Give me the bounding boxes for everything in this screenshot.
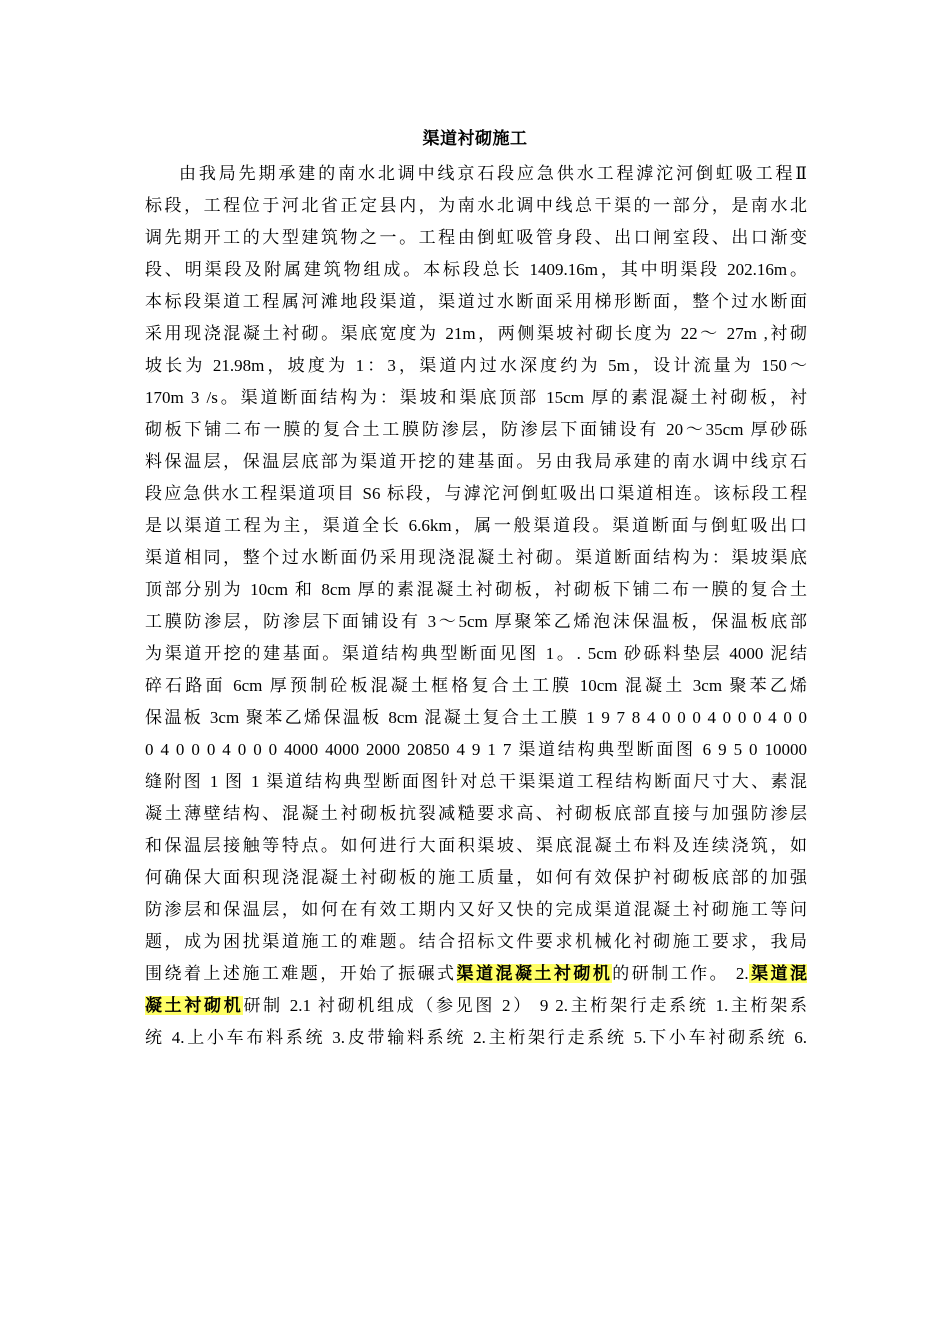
- document-body: [145, 158, 807, 1054]
- body-line: 170m 3 /s。渠道断面结构为：渠坡和渠底顶部 15cm 厚的素混凝土衬砌板，衬: [145, 388, 807, 407]
- body-text-segment: 围绕着上述施工难题，开始了振碾式: [145, 964, 457, 983]
- body-line: 何确保大面积现浇混凝土衬砌板的施工质量，如何有效保护衬砌板底部的加强: [145, 868, 807, 887]
- body-line: 凝土薄壁结构、混凝土衬砌板抗裂减糙要求高、衬砌板底部直接与加强防渗层: [145, 804, 807, 823]
- body-line: 砌板下铺二布一膜的复合土工膜防渗层，防渗层下面铺设有 20～35cm 厚砂砾: [145, 420, 807, 439]
- body-line: 料保温层，保温层底部为渠道开挖的建基面。另由我局承建的南水调中线京石: [145, 452, 807, 471]
- body-line: 缝附图 1 图 1 渠道结构典型断面图针对总干渠渠道工程结构断面尺寸大、素混: [145, 772, 807, 791]
- body-line: [145, 990, 807, 1022]
- body-line: 保温板 3cm 聚苯乙烯保温板 8cm 混凝土复合土工膜 1 9 7 8 4 0 0 0 4 0 0 0 4 0 0: [145, 708, 807, 727]
- body-line: 和保温层接触等特点。如何进行大面积渠坡、渠底混凝土布料及连续浇筑，如: [145, 836, 807, 855]
- body-line: 调先期开工的大型建筑物之一。工程由倒虹吸管身段、出口闸室段、出口渐变: [145, 228, 807, 247]
- highlighted-term: 渠道混凝土衬砌机: [456, 964, 613, 983]
- body-text-segment: 研制 2.1 衬砌机组成（参见图 2） 9 2.主桁架行走系统 1.主桁架系: [243, 996, 807, 1015]
- body-line: 段、明渠段及附属建筑物组成。本标段总长 1409.16m，其中明渠段 202.16m。: [145, 260, 807, 279]
- body-line: 标段，工程位于河北省正定县内，为南水北调中线总干渠的一部分，是南水北: [145, 196, 807, 215]
- body-line: 段应急供水工程渠道项目 S6 标段，与滹沱河倒虹吸出口渠道相连。该标段工程: [145, 484, 807, 503]
- body-line: 碎石路面 6cm 厚预制砼板混凝土框格复合土工膜 10cm 混凝土 3cm 聚苯乙烯: [145, 676, 807, 695]
- body-text-segment: 的研制工作。 2.: [612, 964, 749, 983]
- body-line: 工膜防渗层，防渗层下面铺设有 3～5cm 厚聚笨乙烯泡沫保温板，保温板底部: [145, 612, 807, 631]
- body-line: 渠道相同，整个过水断面仍采用现浇混凝土衬砌。渠道断面结构为：渠坡渠底: [145, 548, 807, 567]
- body-line: 0 4 0 0 0 4 0 0 0 4000 4000 2000 20850 4 9 1 7 渠道结构典型断面图 6 9 5 0 10000: [145, 740, 807, 759]
- body-line: 统 4.上小车布料系统 3.皮带输料系统 2.主桁架行走系统 5.下小车衬砌系统 6.: [145, 1028, 807, 1047]
- document-title: 渠道衬砌施工: [422, 129, 528, 149]
- body-line: [145, 958, 807, 990]
- body-line: 坡长为 21.98m，坡度为 1：3，渠道内过水深度约为 5m，设计流量为 150～: [145, 356, 807, 375]
- body-line: 采用现浇混凝土衬砌。渠底宽度为 21m，两侧渠坡衬砌长度为 22～ 27m ,衬砌: [145, 324, 807, 343]
- body-line: 顶部分别为 10cm 和 8cm 厚的素混凝土衬砌板，衬砌板下铺二布一膜的复合土: [145, 580, 807, 599]
- highlighted-term: 凝土衬砌机: [145, 996, 244, 1015]
- body-line: 为渠道开挖的建基面。渠道结构典型断面见图 1。. 5cm 砂砾料垫层 4000 泥结: [145, 644, 807, 663]
- body-line: 是以渠道工程为主，渠道全长 6.6km，属一般渠道段。渠道断面与倒虹吸出口: [145, 516, 807, 535]
- body-line: 由我局先期承建的南水北调中线京石段应急供水工程滹沱河倒虹吸工程Ⅱ: [179, 164, 807, 183]
- body-line: 防渗层和保温层，如何在有效工期内又好又快的完成渠道混凝土衬砌施工等问: [145, 900, 807, 919]
- body-line: 本标段渠道工程属河滩地段渠道，渠道过水断面采用梯形断面，整个过水断面: [145, 292, 807, 311]
- body-line: 题，成为困扰渠道施工的难题。结合招标文件要求机械化衬砌施工要求，我局: [145, 932, 807, 951]
- highlighted-term: 渠道混: [748, 964, 807, 983]
